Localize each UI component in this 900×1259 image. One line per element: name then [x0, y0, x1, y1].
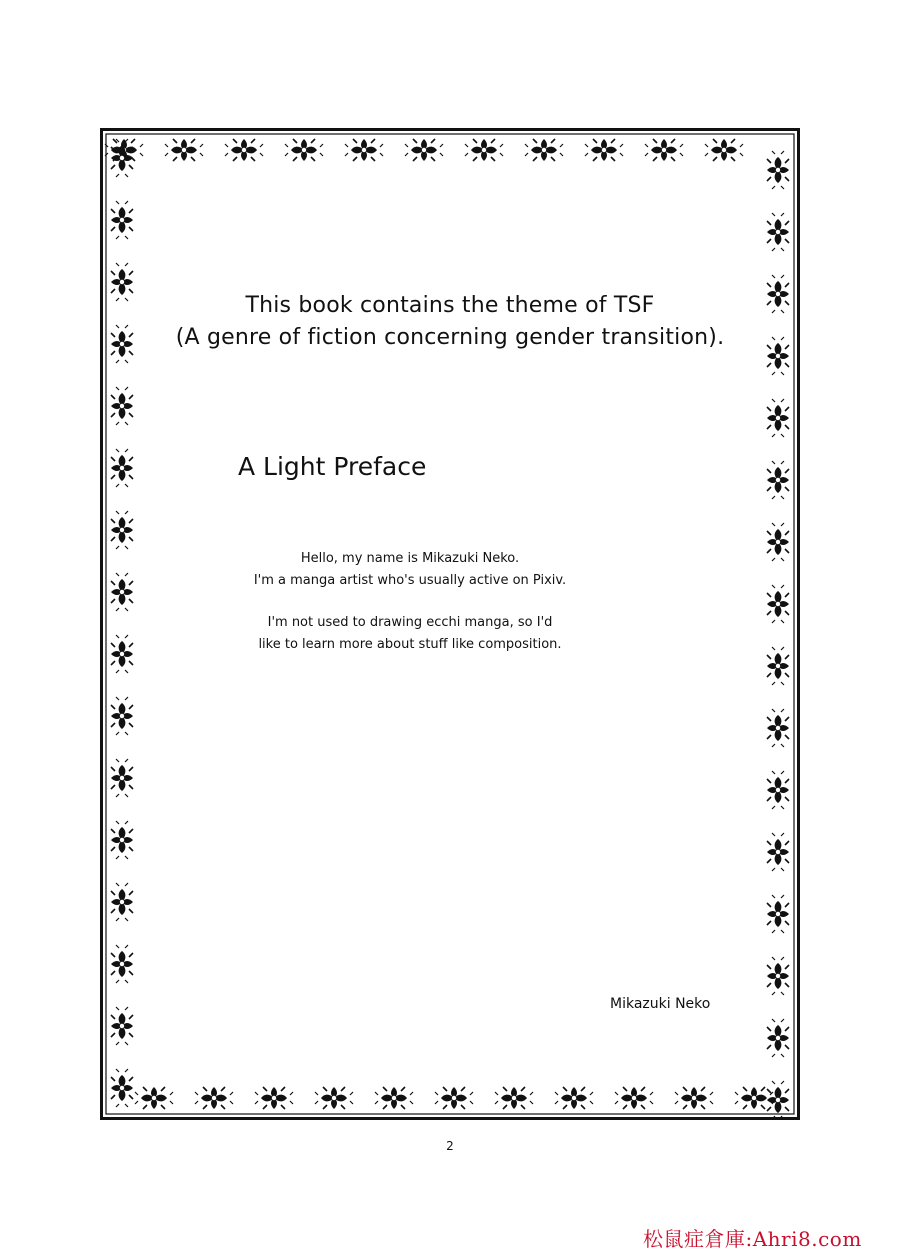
content-notice — [100, 290, 800, 354]
paragraph-2-line-1: I'm not used to drawing ecchi manga, so I'd — [267, 615, 553, 630]
preface-paragraph-2 — [150, 612, 670, 656]
author-signature: Mikazuki Neko — [610, 996, 711, 1012]
preface-title: A Light Preface — [238, 452, 427, 481]
paragraph-2-line-2: like to learn more about stuff like composition. — [258, 637, 562, 652]
notice-line-2: (A genre of fiction concerning gender transition). — [175, 325, 725, 350]
page-number: 2 — [446, 1139, 454, 1153]
preface-paragraph-1 — [150, 548, 670, 592]
watermark-text: 松鼠症倉庫:Ahri8.com — [643, 1227, 862, 1251]
paragraph-1-line-2: I'm a manga artist who's usually active on Pixiv. — [253, 573, 567, 588]
paragraph-1-line-1: Hello, my name is Mikazuki Neko. — [300, 551, 520, 566]
notice-line-1: This book contains the theme of TSF — [245, 293, 655, 318]
